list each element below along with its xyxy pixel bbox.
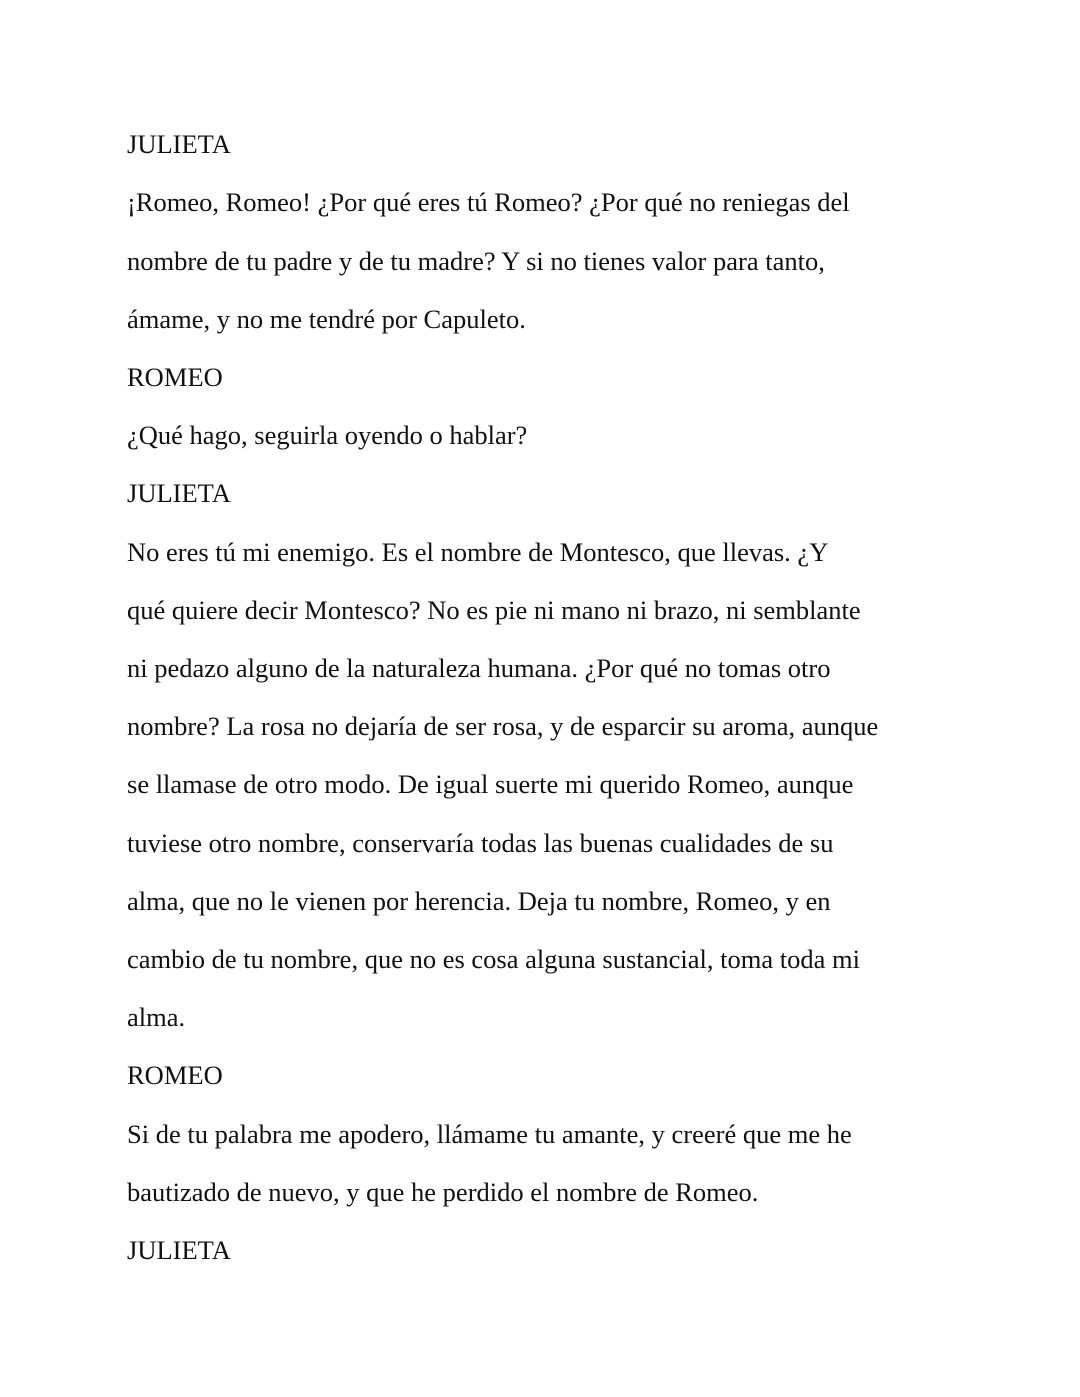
dialogue-line: tuviese otro nombre, conservaría todas las buenas cualidades de su (127, 828, 834, 858)
dialogue-line: se llamase de otro modo. De igual suerte mi querido Romeo, aunque (127, 769, 854, 799)
dialogue-line: ¡Romeo, Romeo! ¿Por qué eres tú Romeo? ¿Por qué no reniegas del (127, 187, 850, 217)
dialogue-line: ni pedazo alguno de la naturaleza humana. ¿Por qué no tomas otro (127, 653, 831, 683)
dialogue-line: ¿Qué hago, seguirla oyendo o hablar? (127, 420, 528, 450)
dialogue-line: qué quiere decir Montesco? No es pie ni mano ni brazo, ni semblante (127, 595, 861, 625)
dialogue-line: nombre? La rosa no dejaría de ser rosa, y de esparcir su aroma, aunque (127, 711, 879, 741)
dialogue-line: ámame, y no me tendré por Capuleto. (127, 304, 526, 334)
dialogue-line: bautizado de nuevo, y que he perdido el nombre de Romeo. (127, 1177, 759, 1207)
dialogue-line: alma. (127, 1002, 186, 1032)
speaker-name: JULIETA (127, 478, 231, 508)
dialogue-line: nombre de tu padre y de tu madre? Y si no tienes valor para tanto, (127, 246, 825, 276)
speaker-name: ROMEO (127, 1060, 223, 1090)
dialogue-line: No eres tú mi enemigo. Es el nombre de Montesco, que llevas. ¿Y (127, 537, 829, 567)
speaker-name: JULIETA (127, 1235, 231, 1265)
dialogue-line: alma, que no le vienen por herencia. Deja tu nombre, Romeo, y en (127, 886, 831, 916)
dialogue-line: cambio de tu nombre, que no es cosa alguna sustancial, toma toda mi (127, 944, 860, 974)
speaker-name: JULIETA (127, 129, 231, 159)
dialogue-line: Si de tu palabra me apodero, llámame tu amante, y creeré que me he (127, 1119, 852, 1149)
speaker-name: ROMEO (127, 362, 223, 392)
